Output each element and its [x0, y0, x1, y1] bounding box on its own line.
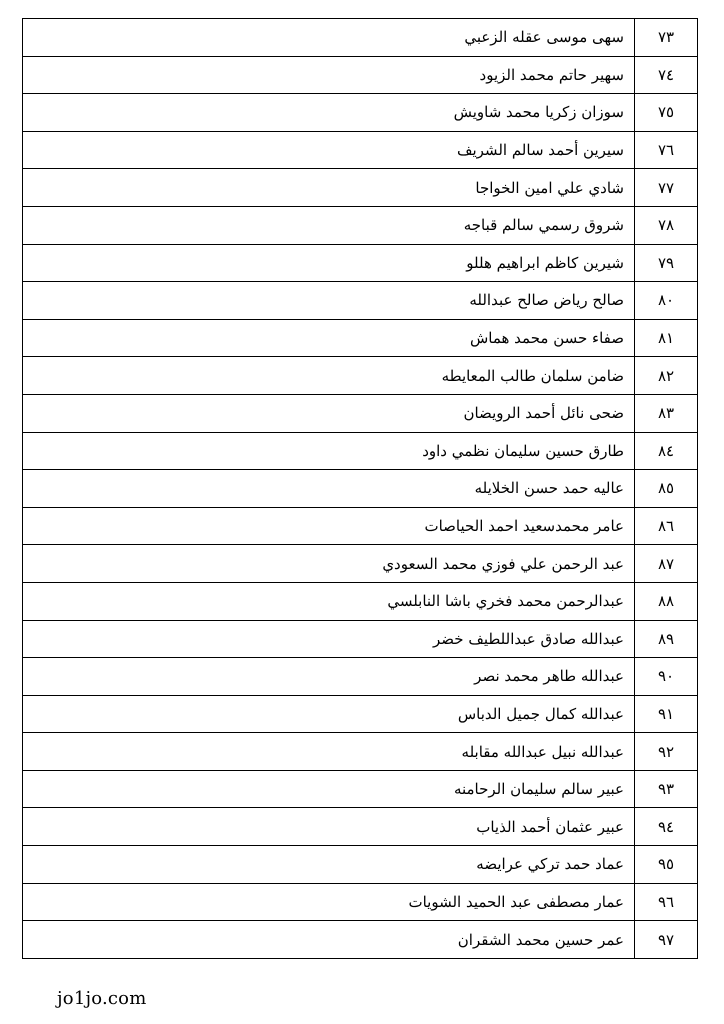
table-row	[23, 357, 698, 395]
row-name: صفاء حسن محمد هماش	[23, 319, 635, 357]
row-name: ضامن سلمان طالب المعايطه	[23, 357, 635, 395]
row-number: ٩٠	[635, 658, 698, 696]
row-number: ٨٩	[635, 620, 698, 658]
names-table-body	[23, 19, 698, 959]
table-row	[23, 695, 698, 733]
table-row	[23, 545, 698, 583]
row-name: شروق رسمي سالم قباجه	[23, 206, 635, 244]
table-row	[23, 733, 698, 771]
row-name: سهير حاتم محمد الزيود	[23, 56, 635, 94]
site-watermark: jo1jo.com	[57, 988, 147, 1009]
row-number: ٩٤	[635, 808, 698, 846]
table-row	[23, 244, 698, 282]
row-name: طارق حسين سليمان نظمي داود	[23, 432, 635, 470]
row-number: ٨٤	[635, 432, 698, 470]
row-number: ٩٦	[635, 883, 698, 921]
row-name: سوزان زكريا محمد شاويش	[23, 94, 635, 132]
row-name: عبدالله طاهر محمد نصر	[23, 658, 635, 696]
row-number: ٩١	[635, 695, 698, 733]
row-number: ٨٦	[635, 507, 698, 545]
row-number: ٨٢	[635, 357, 698, 395]
row-number: ٩٢	[635, 733, 698, 771]
table-row	[23, 56, 698, 94]
table-row	[23, 432, 698, 470]
row-name: عبير عثمان أحمد الذياب	[23, 808, 635, 846]
table-row	[23, 921, 698, 959]
row-name: عبدالله صادق عبداللطيف خضر	[23, 620, 635, 658]
table-row	[23, 470, 698, 508]
row-name: ضحى نائل أحمد الرويضان	[23, 394, 635, 432]
row-number: ٧٩	[635, 244, 698, 282]
table-row	[23, 206, 698, 244]
row-name: صالح رياض صالح عبدالله	[23, 282, 635, 320]
row-name: عماد حمد تركي عرايضه	[23, 846, 635, 884]
table-row	[23, 394, 698, 432]
names-table	[22, 18, 698, 959]
table-row	[23, 808, 698, 846]
table-row	[23, 507, 698, 545]
table-row	[23, 131, 698, 169]
row-number: ٨٨	[635, 582, 698, 620]
table-row	[23, 658, 698, 696]
row-name: عامر محمدسعيد احمد الحياصات	[23, 507, 635, 545]
row-number: ٧٣	[635, 19, 698, 57]
row-number: ٩٧	[635, 921, 698, 959]
row-name: عبير سالم سليمان الرحامنه	[23, 770, 635, 808]
row-name: عمار مصطفى عبد الحميد الشويات	[23, 883, 635, 921]
row-number: ٨٧	[635, 545, 698, 583]
table-row	[23, 94, 698, 132]
row-number: ٧٤	[635, 56, 698, 94]
row-name: شيرين كاظم ابراهيم هللو	[23, 244, 635, 282]
row-number: ٩٥	[635, 846, 698, 884]
row-number: ٩٣	[635, 770, 698, 808]
row-number: ٧٥	[635, 94, 698, 132]
row-name: شادي علي امين الخواجا	[23, 169, 635, 207]
row-number: ٨٥	[635, 470, 698, 508]
table-row	[23, 846, 698, 884]
names-table-wrapper	[22, 18, 698, 959]
table-row	[23, 770, 698, 808]
row-name: عمر حسين محمد الشقران	[23, 921, 635, 959]
table-row	[23, 169, 698, 207]
row-number: ٧٧	[635, 169, 698, 207]
row-number: ٧٦	[635, 131, 698, 169]
row-name: سهى موسى عقله الزعبي	[23, 19, 635, 57]
row-number: ٨٣	[635, 394, 698, 432]
row-name: عبدالله نبيل عبدالله مقابله	[23, 733, 635, 771]
table-row	[23, 19, 698, 57]
row-number: ٧٨	[635, 206, 698, 244]
row-name: عبدالرحمن محمد فخري باشا النابلسي	[23, 582, 635, 620]
table-row	[23, 319, 698, 357]
row-number: ٨١	[635, 319, 698, 357]
row-name: عبد الرحمن علي فوزي محمد السعودي	[23, 545, 635, 583]
row-name: عاليه حمد حسن الخلايله	[23, 470, 635, 508]
row-name: سيرين أحمد سالم الشريف	[23, 131, 635, 169]
table-row	[23, 282, 698, 320]
row-number: ٨٠	[635, 282, 698, 320]
row-name: عبدالله كمال جميل الدباس	[23, 695, 635, 733]
table-row	[23, 582, 698, 620]
table-row	[23, 883, 698, 921]
table-row	[23, 620, 698, 658]
